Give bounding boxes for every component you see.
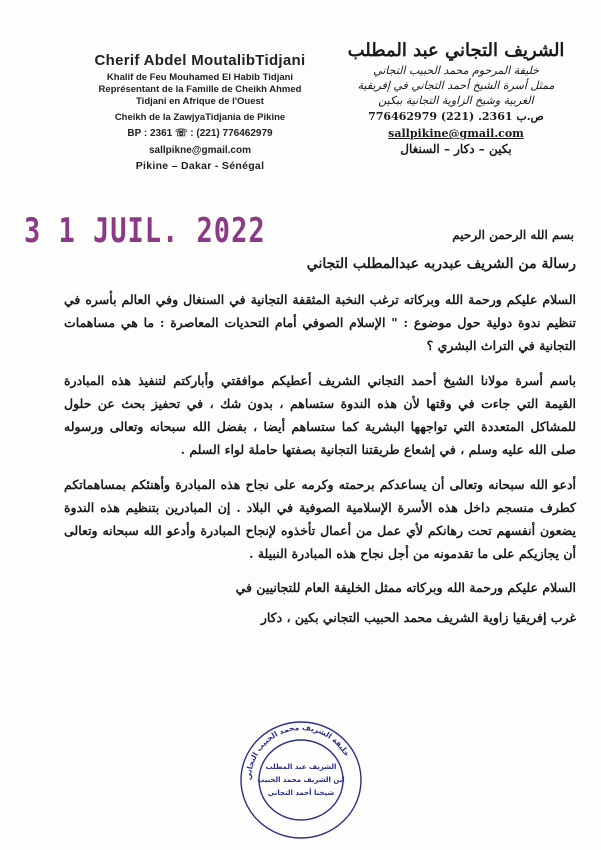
letterhead-french [70,52,330,172]
seal-center-text: الشريف عبد المطلب [265,763,337,771]
title-line-fr: Khalif de Feu Mouhamed El Habib Tidjani [106,72,294,83]
letterhead-arabic [341,40,571,156]
closing-line: غرب إفريقيا زاوية الشريف محمد الحبيب التجاني بكين ، دكار [260,610,576,625]
seal-center-text: شيخنا أحمد التجاني [267,789,335,797]
title-line-fr: Cheikh de la ZawjyaTidjania de Pikine [114,112,286,123]
basmala: بسم الله الرحمن الرحيم [452,228,574,242]
letter-body [64,228,576,629]
city-fr: Pikine – Dakar - Sénégal [135,160,265,172]
title-line-ar: خليفة المرحوم محمد الحبيب التجاني [373,64,539,77]
letter-title: رسالة من الشريف عبدربه عبدالمطلب التجاني [306,256,576,272]
body-paragraph: باسم أسرة مولانا الشيخ أحمد التجاني الشريف أعطيكم موافقتي وأباركتم لتنفيذ هذه المبادرة القيمة التي جاءت في وقتها لأن هذه الندوة ستساهم ، بدون شك ، في تحفيز بحث عن حلول للمشاكل المتعددة التي تواجهها البشرية كما ستساهم أيضا ، بفضل الله سبحانه وتعالى ورسوله صلى الله عليه وسلم ، في إشعاع طريقتنا التجانية بصفتها حاملة لواء السلم . [64,373,576,457]
contact-bp-fr: BP : 2361 ☏ : (221) 776462979 [127,128,273,139]
email-fr: sallpikne@gmail.com [148,145,251,156]
city-ar: بكين – دكار – السنغال [400,142,512,156]
official-seal-stamp [236,715,366,845]
seal-center-text: ابن الشريف محمد الحبيب [257,776,345,784]
title-line-fr: Tidjani en Afrique de l'Ouest [136,96,264,107]
body-paragraph: أدعو الله سبحانه وتعالى أن يساعدكم برحمته وكرمه على نجاح هذه المبادرة وأهنئكم بمساهماتكم كطرف منسجم داخل هذه الأسرة الإسلامية الصوفية في البلاد . إن المبادرين بتنظيم هذه الندوة يضعون أنفسهم تحت رهانكم لأي عمل من أعمال تأخذوه لإنجاح المبادرة وأدعو الله سبحانه وتعالى أن يجازيكم على ما تقدمونه من أجل نجاح هذه المبادرة النبيلة . [64,477,576,561]
title-line-fr: Représentant de la Famille de Cheikh Ahmed [98,84,302,95]
title-line-ar: الغربية وشيخ الزاوية التجانية ببكين [378,94,534,107]
date-stamp: 3 1 JUIL. 2022 [24,212,266,251]
title-line-ar: ممثل أسرة الشيخ أحمد التجاني في إفريقية [357,79,555,92]
sender-name-fr: Cherif Abdel MoutalibTidjani [94,52,306,69]
contact-bp-ar: ص.ب 2361. (221) 776462979 [368,110,544,123]
sender-name-ar: الشريف التجاني عبد المطلب [347,40,565,61]
closing-line: السلام عليكم ورحمة الله وبركاته ممثل الخليفة العام للتجانيين في [235,580,576,595]
body-paragraph: السلام عليكم ورحمة الله وبركاته ترغب النخبة المثقفة التجانية في السنغال وفي العالم بأسره في تنظيم ندوة دولية حول موضوع : " الإسلام الصوفي أمام التحديات المعاصرة : ما هي مساهمات التجانية في التراث البشري ؟ [64,292,576,353]
email-ar: sallpikine@gmail.com [388,127,524,140]
seal-ring-text: خليفة الشريف محمد الحبيب التجاني [243,722,352,781]
